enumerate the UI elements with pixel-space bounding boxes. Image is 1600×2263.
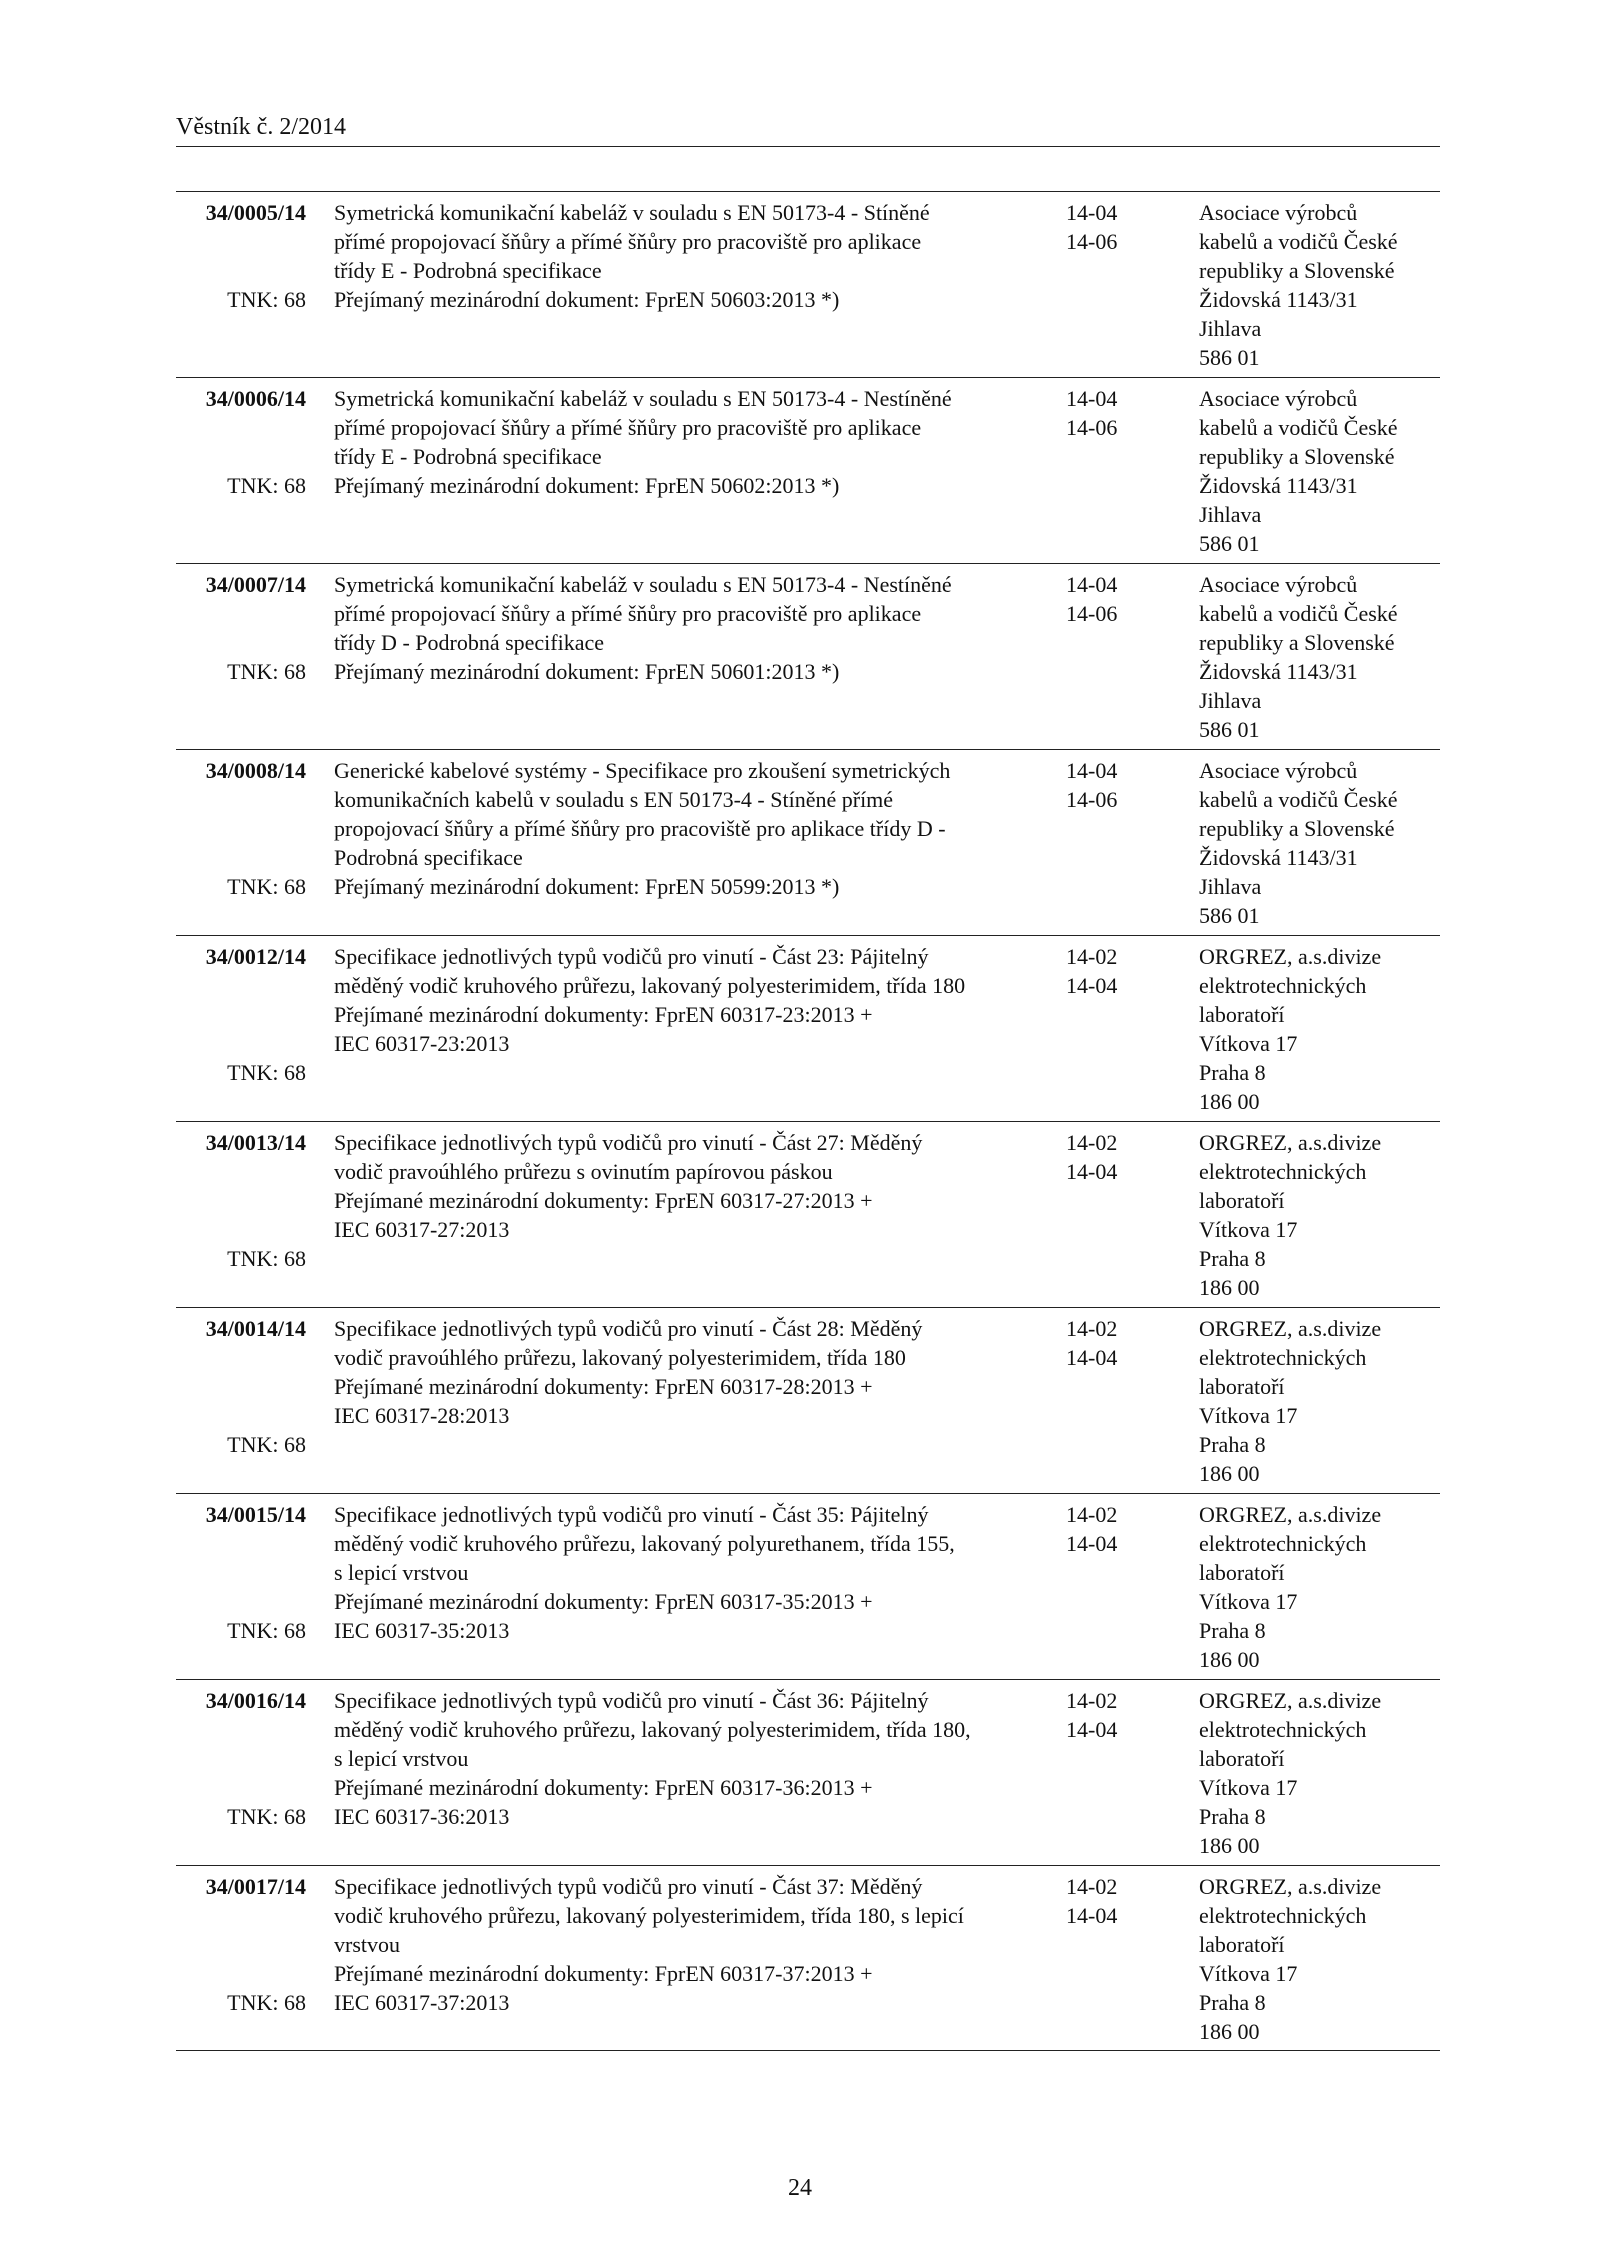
- entry-title-line: Přejímané mezinárodní dokumenty: FprEN 60317-35:2013 +: [334, 1589, 873, 1614]
- entry-issuer-line: Vítkova 17: [1199, 1589, 1298, 1614]
- entry-number-column: [176, 1314, 306, 1459]
- entry-issuer-line: kabelů a vodičů České: [1199, 787, 1398, 812]
- entry-issuer-line: Praha 8: [1199, 1990, 1266, 2015]
- entry-issuer-line: Židovská 1143/31: [1199, 659, 1358, 684]
- entry-issuer-line: Vítkova 17: [1199, 1403, 1298, 1428]
- entry-issuer-line: laboratoří: [1199, 1932, 1285, 1957]
- entry-title: [334, 1686, 1054, 1831]
- entry-number: 34/0013/14: [205, 1130, 306, 1155]
- entry-title-line: Specifikace jednotlivých typů vodičů pro vinutí - Část 37: Měděný: [334, 1874, 923, 1899]
- entry-title-line: Přejímané mezinárodní dokumenty: FprEN 60317-37:2013 +: [334, 1961, 873, 1986]
- entry-title-line: měděný vodič kruhového průřezu, lakovaný polyesterimidem, třída 180: [334, 973, 966, 998]
- entry-issuer-line: ORGREZ, a.s.divize: [1199, 1688, 1382, 1713]
- entry-issuer-line: 186 00: [1199, 1461, 1260, 1486]
- entry-title-line: Specifikace jednotlivých typů vodičů pro vinutí - Část 23: Pájitelný: [334, 944, 929, 969]
- entry-title-line: Přejímaný mezinárodní dokument: FprEN 50601:2013 *): [334, 659, 840, 684]
- entry-title: [334, 756, 1054, 901]
- entry-code: 14-06: [1066, 415, 1118, 440]
- entry-issuer-line: Jihlava: [1199, 502, 1262, 527]
- entry-codes: [1066, 756, 1146, 814]
- entry-codes: [1066, 384, 1146, 442]
- entry-title-line: Přejímané mezinárodní dokumenty: FprEN 60317-28:2013 +: [334, 1374, 873, 1399]
- entry-issuer-line: republiky a Slovenské: [1199, 444, 1395, 469]
- entry-title-line: Přejímané mezinárodní dokumenty: FprEN 60317-23:2013 +: [334, 1002, 873, 1027]
- entry-issuer: [1199, 1500, 1439, 1674]
- entry-title: [334, 384, 1054, 500]
- entry-title-line: vodič kruhového průřezu, lakovaný polyesterimidem, třída 180, s lepicí: [334, 1903, 964, 1928]
- entry-title-line: IEC 60317-27:2013: [334, 1217, 510, 1242]
- entry-codes: [1066, 198, 1146, 256]
- entry-number: 34/0005/14: [205, 200, 306, 225]
- entry-issuer-line: elektrotechnických: [1199, 1159, 1367, 1184]
- entry-code: 14-06: [1066, 229, 1118, 254]
- entry-title-line: Přejímaný mezinárodní dokument: FprEN 50599:2013 *): [334, 874, 840, 899]
- entry-issuer: [1199, 1128, 1439, 1302]
- entry-code: 14-04: [1066, 572, 1118, 597]
- entry-title-line: vrstvou: [334, 1932, 400, 1957]
- entry-issuer-line: Jihlava: [1199, 874, 1262, 899]
- entry-title-line: Specifikace jednotlivých typů vodičů pro vinutí - Část 28: Měděný: [334, 1316, 923, 1341]
- entry-number-column: [176, 1128, 306, 1273]
- page-header-title: Věstník č. 2/2014: [176, 114, 346, 140]
- entry-issuer-line: Praha 8: [1199, 1618, 1266, 1643]
- entry-issuer-line: Vítkova 17: [1199, 1031, 1298, 1056]
- standards-list: [176, 191, 1440, 2051]
- entry-title-line: Přejímaný mezinárodní dokument: FprEN 50602:2013 *): [334, 473, 840, 498]
- entry-number: 34/0006/14: [205, 386, 306, 411]
- entry-number-column: [176, 198, 306, 314]
- entry-title-line: Specifikace jednotlivých typů vodičů pro vinutí - Část 36: Pájitelný: [334, 1688, 929, 1713]
- entry-title-line: Specifikace jednotlivých typů vodičů pro vinutí - Část 27: Měděný: [334, 1130, 923, 1155]
- entry-codes: [1066, 1500, 1146, 1558]
- entry-issuer-line: elektrotechnických: [1199, 1717, 1367, 1742]
- entry-issuer-line: republiky a Slovenské: [1199, 630, 1395, 655]
- entry-number-column: [176, 1872, 306, 2017]
- entry-title-line: IEC 60317-36:2013: [334, 1804, 510, 1829]
- entry-issuer-line: elektrotechnických: [1199, 1345, 1367, 1370]
- entry-issuer-line: Židovská 1143/31: [1199, 473, 1358, 498]
- entry-number: 34/0016/14: [205, 1688, 306, 1713]
- entry-tnk: TNK: 68: [227, 1246, 306, 1271]
- entry-codes: [1066, 1128, 1146, 1186]
- entry-title-line: IEC 60317-23:2013: [334, 1031, 510, 1056]
- entry-tnk: TNK: 68: [227, 473, 306, 498]
- entry-issuer-line: 586 01: [1199, 717, 1260, 742]
- entry-number: 34/0015/14: [205, 1502, 306, 1527]
- entry-issuer-line: ORGREZ, a.s.divize: [1199, 944, 1382, 969]
- entry-issuer-line: laboratoří: [1199, 1188, 1285, 1213]
- entry-issuer-line: laboratoří: [1199, 1374, 1285, 1399]
- entry-issuer-line: Jihlava: [1199, 316, 1262, 341]
- entry-title-line: třídy E - Podrobná specifikace: [334, 258, 602, 283]
- entry-codes: [1066, 1314, 1146, 1372]
- entry-tnk: TNK: 68: [227, 1990, 306, 2015]
- entry-issuer-line: Vítkova 17: [1199, 1217, 1298, 1242]
- entry-issuer-line: elektrotechnických: [1199, 973, 1367, 998]
- entry-issuer-line: elektrotechnických: [1199, 1531, 1367, 1556]
- entry-tnk: TNK: 68: [227, 1804, 306, 1829]
- entry-title-line: třídy D - Podrobná specifikace: [334, 630, 605, 655]
- entry-title-line: Symetrická komunikační kabeláž v souladu s EN 50173-4 - Stíněné: [334, 200, 930, 225]
- entry-issuer-line: 586 01: [1199, 531, 1260, 556]
- entry-issuer-line: ORGREZ, a.s.divize: [1199, 1874, 1382, 1899]
- entry-codes: [1066, 1686, 1146, 1744]
- entry-codes: [1066, 570, 1146, 628]
- entry-number: 34/0017/14: [205, 1874, 306, 1899]
- entry-issuer-line: Praha 8: [1199, 1060, 1266, 1085]
- entry-title-line: Specifikace jednotlivých typů vodičů pro vinutí - Část 35: Pájitelný: [334, 1502, 929, 1527]
- standard-entry: [176, 191, 1440, 377]
- entry-title-line: přímé propojovací šňůry a přímé šňůry pro pracoviště pro aplikace: [334, 601, 922, 626]
- entry-number-column: [176, 1686, 306, 1831]
- entry-number: 34/0014/14: [205, 1316, 306, 1341]
- entry-code: 14-04: [1066, 1903, 1118, 1928]
- entry-title-line: Symetrická komunikační kabeláž v souladu s EN 50173-4 - Nestíněné: [334, 572, 952, 597]
- entry-title-line: IEC 60317-28:2013: [334, 1403, 510, 1428]
- entry-title: [334, 942, 1054, 1058]
- entry-number-column: [176, 384, 306, 500]
- entry-issuer-line: Asociace výrobců: [1199, 200, 1358, 225]
- standard-entry: [176, 377, 1440, 563]
- entry-issuer-line: Praha 8: [1199, 1246, 1266, 1271]
- entry-number-column: [176, 942, 306, 1087]
- entry-issuer-line: 586 01: [1199, 903, 1260, 928]
- entry-issuer-line: kabelů a vodičů České: [1199, 601, 1398, 626]
- entry-title: [334, 570, 1054, 686]
- entry-codes: [1066, 1872, 1146, 1930]
- entry-tnk: TNK: 68: [227, 1618, 306, 1643]
- entry-code: 14-04: [1066, 386, 1118, 411]
- entry-code: 14-02: [1066, 1502, 1118, 1527]
- entry-number-column: [176, 1500, 306, 1645]
- entry-title-line: Přejímaný mezinárodní dokument: FprEN 50603:2013 *): [334, 287, 840, 312]
- entry-issuer-line: Asociace výrobců: [1199, 386, 1358, 411]
- standard-entry: [176, 935, 1440, 1121]
- entry-issuer-line: Vítkova 17: [1199, 1961, 1298, 1986]
- entry-issuer: [1199, 1872, 1439, 2046]
- entry-title: [334, 1872, 1054, 2017]
- entry-issuer-line: 186 00: [1199, 1833, 1260, 1858]
- entry-code: 14-06: [1066, 601, 1118, 626]
- entry-number: 34/0008/14: [205, 758, 306, 783]
- entry-issuer-line: Židovská 1143/31: [1199, 287, 1358, 312]
- entry-issuer-line: ORGREZ, a.s.divize: [1199, 1502, 1382, 1527]
- entry-title-line: s lepicí vrstvou: [334, 1746, 469, 1771]
- entry-tnk: TNK: 68: [227, 659, 306, 684]
- entry-code: 14-04: [1066, 758, 1118, 783]
- entry-number-column: [176, 570, 306, 686]
- entry-title-line: Generické kabelové systémy - Specifikace pro zkoušení symetrických: [334, 758, 951, 783]
- entry-issuer: [1199, 384, 1439, 558]
- standard-entry: [176, 1865, 1440, 2051]
- entry-issuer-line: Asociace výrobců: [1199, 572, 1358, 597]
- entry-title-line: vodič pravoúhlého průřezu, lakovaný polyesterimidem, třída 180: [334, 1345, 906, 1370]
- entry-title-line: IEC 60317-35:2013: [334, 1618, 510, 1643]
- entry-issuer-line: 186 00: [1199, 2019, 1260, 2044]
- entry-issuer-line: Praha 8: [1199, 1804, 1266, 1829]
- entry-issuer-line: laboratoří: [1199, 1746, 1285, 1771]
- entry-title-line: přímé propojovací šňůry a přímé šňůry pro pracoviště pro aplikace: [334, 229, 922, 254]
- entry-code: 14-02: [1066, 944, 1118, 969]
- entry-issuer: [1199, 756, 1439, 930]
- standard-entry: [176, 563, 1440, 749]
- entry-issuer-line: kabelů a vodičů České: [1199, 415, 1398, 440]
- entry-title: [334, 1128, 1054, 1244]
- entry-issuer: [1199, 1686, 1439, 1860]
- entry-issuer-line: Praha 8: [1199, 1432, 1266, 1457]
- entry-codes: [1066, 942, 1146, 1000]
- entry-title-line: Podrobná specifikace: [334, 845, 523, 870]
- entry-title-line: Symetrická komunikační kabeláž v souladu s EN 50173-4 - Nestíněné: [334, 386, 952, 411]
- entry-tnk: TNK: 68: [227, 1060, 306, 1085]
- entry-code: 14-04: [1066, 973, 1118, 998]
- entry-issuer-line: Asociace výrobců: [1199, 758, 1358, 783]
- entry-code: 14-02: [1066, 1688, 1118, 1713]
- entry-code: 14-04: [1066, 200, 1118, 225]
- entry-title-line: měděný vodič kruhového průřezu, lakovaný polyesterimidem, třída 180,: [334, 1717, 971, 1742]
- entry-code: 14-02: [1066, 1316, 1118, 1341]
- entry-tnk: TNK: 68: [227, 1432, 306, 1457]
- entry-code: 14-06: [1066, 787, 1118, 812]
- standard-entry: [176, 1493, 1440, 1679]
- entry-issuer-line: Jihlava: [1199, 688, 1262, 713]
- entry-code: 14-04: [1066, 1531, 1118, 1556]
- standard-entry: [176, 749, 1440, 935]
- entry-number: 34/0012/14: [205, 944, 306, 969]
- entry-issuer-line: republiky a Slovenské: [1199, 816, 1395, 841]
- entry-number-column: [176, 756, 306, 901]
- entry-title-line: propojovací šňůry a přímé šňůry pro pracoviště pro aplikace třídy D -: [334, 816, 946, 841]
- standard-entry: [176, 1679, 1440, 1865]
- entry-code: 14-04: [1066, 1159, 1118, 1184]
- entry-title-line: Přejímané mezinárodní dokumenty: FprEN 60317-36:2013 +: [334, 1775, 873, 1800]
- entry-issuer-line: laboratoří: [1199, 1560, 1285, 1585]
- entry-issuer-line: republiky a Slovenské: [1199, 258, 1395, 283]
- entry-issuer-line: ORGREZ, a.s.divize: [1199, 1316, 1382, 1341]
- entry-title: [334, 1314, 1054, 1430]
- entry-issuer-line: 186 00: [1199, 1275, 1260, 1300]
- entry-issuer-line: Židovská 1143/31: [1199, 845, 1358, 870]
- entry-issuer-line: 186 00: [1199, 1089, 1260, 1114]
- entry-title-line: komunikačních kabelů v souladu s EN 50173-4 - Stíněné přímé: [334, 787, 894, 812]
- entry-title-line: s lepicí vrstvou: [334, 1560, 469, 1585]
- entry-title-line: IEC 60317-37:2013: [334, 1990, 510, 2015]
- entry-title-line: třídy E - Podrobná specifikace: [334, 444, 602, 469]
- entry-code: 14-04: [1066, 1717, 1118, 1742]
- entry-issuer-line: laboratoří: [1199, 1002, 1285, 1027]
- entry-title-line: Přejímané mezinárodní dokumenty: FprEN 60317-27:2013 +: [334, 1188, 873, 1213]
- header-divider: [176, 146, 1440, 147]
- entry-issuer-line: ORGREZ, a.s.divize: [1199, 1130, 1382, 1155]
- entry-tnk: TNK: 68: [227, 287, 306, 312]
- entry-code: 14-02: [1066, 1130, 1118, 1155]
- entry-issuer-line: 186 00: [1199, 1647, 1260, 1672]
- standard-entry: [176, 1307, 1440, 1493]
- entry-title: [334, 1500, 1054, 1645]
- standard-entry: [176, 1121, 1440, 1307]
- entry-code: 14-02: [1066, 1874, 1118, 1899]
- entry-issuer: [1199, 570, 1439, 744]
- entry-number: 34/0007/14: [205, 572, 306, 597]
- entry-title: [334, 198, 1054, 314]
- entry-issuer: [1199, 198, 1439, 372]
- entry-issuer-line: elektrotechnických: [1199, 1903, 1367, 1928]
- entry-code: 14-04: [1066, 1345, 1118, 1370]
- entry-title-line: měděný vodič kruhového průřezu, lakovaný polyurethanem, třída 155,: [334, 1531, 955, 1556]
- page-number: 24: [788, 2175, 812, 2201]
- entry-title-line: vodič pravoúhlého průřezu s ovinutím papírovou páskou: [334, 1159, 833, 1184]
- entry-title-line: přímé propojovací šňůry a přímé šňůry pro pracoviště pro aplikace: [334, 415, 922, 440]
- entry-issuer: [1199, 942, 1439, 1116]
- entry-issuer-line: 586 01: [1199, 345, 1260, 370]
- entry-tnk: TNK: 68: [227, 874, 306, 899]
- entry-issuer-line: Vítkova 17: [1199, 1775, 1298, 1800]
- entry-issuer: [1199, 1314, 1439, 1488]
- entry-issuer-line: kabelů a vodičů České: [1199, 229, 1398, 254]
